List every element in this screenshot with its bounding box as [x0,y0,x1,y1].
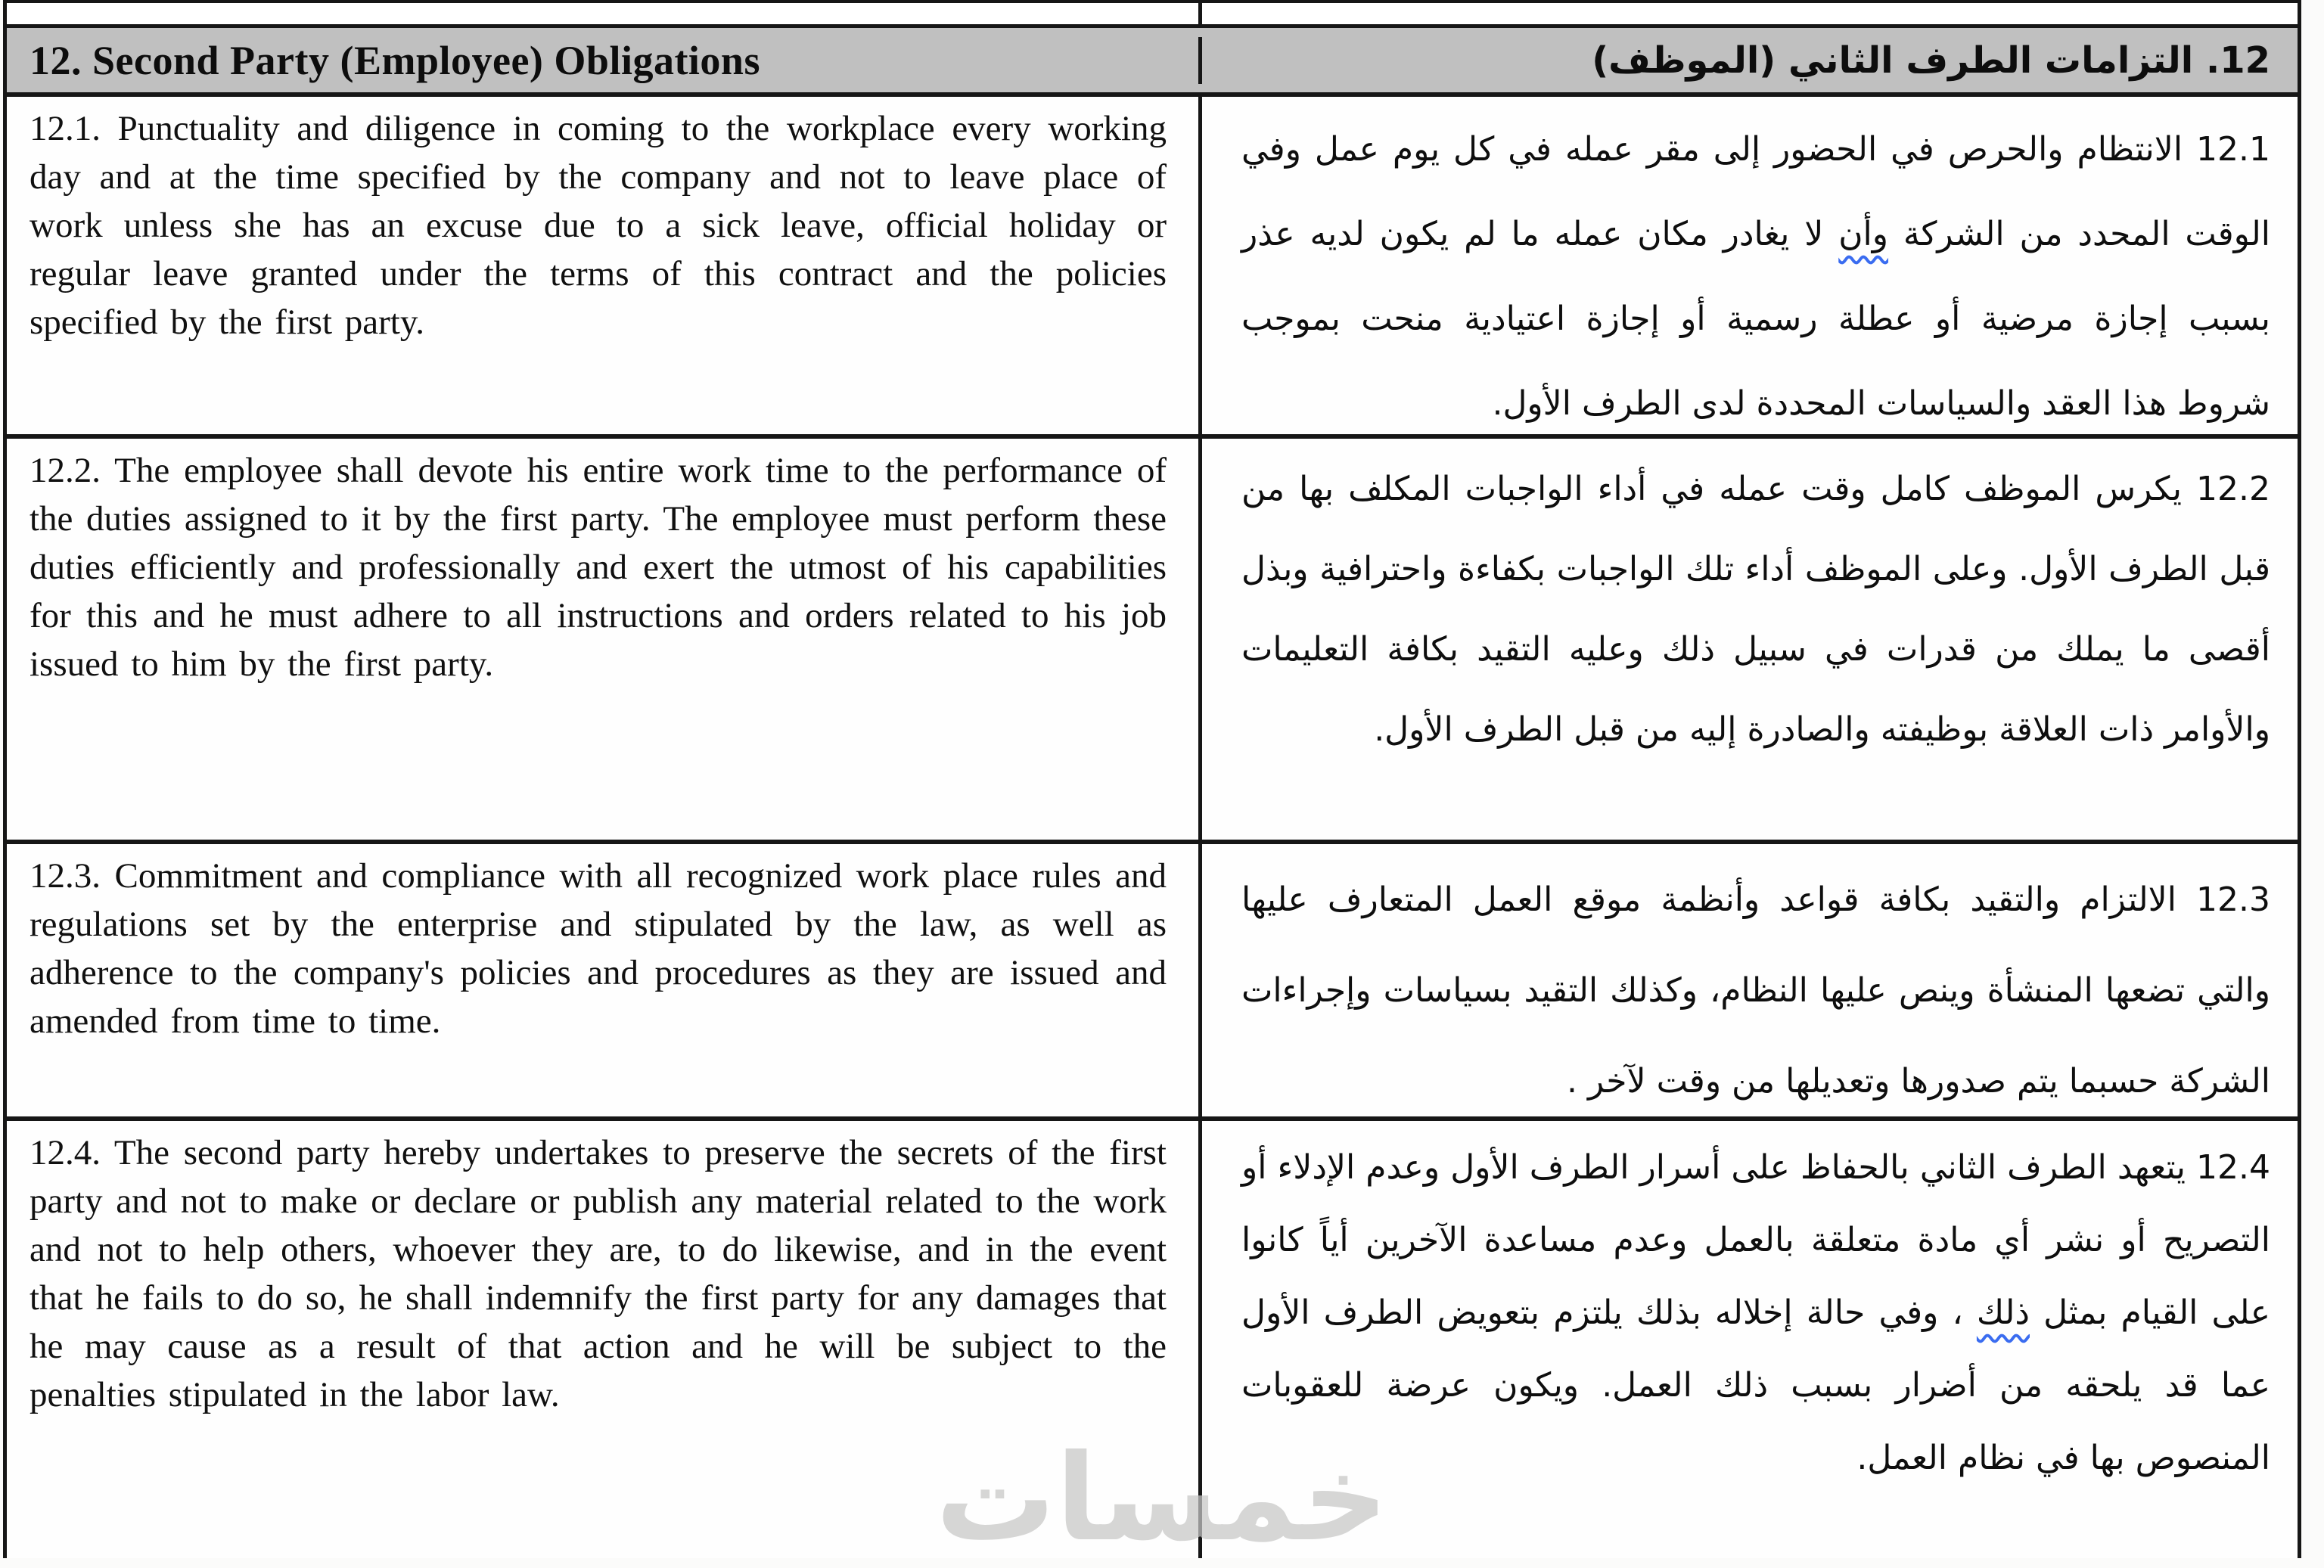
previous-row-right-cell [1202,3,2298,24]
clause-12-4-cell-ar [1202,1121,2298,1558]
previous-row-remnant [7,0,2298,24]
section-header-cell-ar [1202,39,2298,82]
clause-12-4-ar-segment: ، وفي حالة إخلاله بذلك يلتزم بتعويض الطرف الأول عما قد يلحقه من أضرار بسبب ذلك العمل. ويكون عرضة للعقوبات المنصوص بها في نظام العمل. [1241,1293,2270,1477]
clause-12-1-ar-segment: لا يغادر مكان عمله ما لم يكون لديه عذر بسبب إجازة مرضية أو عطلة رسمية أو إجازة اعتيادية منحت بموجب شروط هذا العقد والسياسات المحددة لدى الطرف الأول. [1241,215,2270,423]
clause-12-4-cell-en [7,1121,1202,1558]
clause-12-1-cell-ar [1202,97,2298,434]
clause-12-1-text-en: 12.1. Punctuality and diligence in coming to the workplace every working day and at the time specified by the company and not to leave place of work unless she has an excuse due to a sick leave, official holiday or regular leave granted under the terms of this contract and the policies specified by the first party. [30,109,1167,342]
khamsat-watermark: خمسات [935,1429,1389,1568]
clause-12-2-cell-ar [1202,439,2298,840]
clause-row-12-4 [7,1121,2298,1568]
section-header-cell-en [7,37,1202,84]
clause-12-1-text-ar [1241,107,2270,434]
clause-12-1-ar-segment: 12.1 الانتظام والحرص في الحضور إلى مقر عمله في كل يوم عمل وفي الوقت المحدد من الشركة [1241,130,2271,253]
spellcheck-wavy-underline: ذلك [1976,1293,2030,1332]
clause-12-2-text-ar: 12.2 يكرس الموظف كامل وقت عمله في أداء الواجبات المكلف بها من قبل الطرف الأول. وعلى الموظف أداء تلك الواجبات بكفاءة واحترافية وبذل أقصى ما يملك من قدرات في سبيل ذلك وعليه التقيد بكافة التعليمات والأوامر ذات العلاقة بوظيفته والصادرة إليه من قبل الطرف الأول. [1241,470,2270,749]
section-header-row [7,24,2298,97]
clause-12-3-text-en: 12.3. Commitment and compliance with all recognized work place rules and regulations set by the enterprise and stipulated by the law, as well as adherence to the company's policies and procedures as they are issued and amended from time to time. [30,856,1167,1041]
clause-12-1-cell-en [7,97,1202,434]
clause-12-3-cell-ar [1202,844,2298,1116]
clause-12-3-text-ar: 12.3 الالتزام والتقيد بكافة قواعد وأنظمة موقع العمل المتعارف عليها والتي تضعها المنشأة وينص عليها النظام، وكذلك التقيد بسياسات وإجراءات الشركة حسبما يتم صدورها وتعديلها من وقت لآخر . [1241,880,2270,1101]
clause-row-12-2 [7,439,2298,844]
clause-12-4-ar-segment: 12.4 يتعهد الطرف الثاني بالحفاظ على أسرار الطرف الأول وعدم الإدلاء أو التصريح أو نشر أي مادة متعلقة بالعمل وعدم مساعدة الآخرين أياً كانوا على القيام بمثل [1241,1148,2270,1332]
clause-12-3-cell-en [7,844,1202,1116]
contract-table [3,0,2301,1568]
spellcheck-wavy-underline: وأن [1838,215,1889,253]
clause-row-12-1 [7,97,2298,439]
clause-12-4-text-en: 12.4. The second party hereby undertakes to preserve the secrets of the first party and not to make or declare or publish any material related to the work and not to help others, whoever they are, to do likewise, and in the event that he fails to do so, he shall indemnify the first party for any damages that he may cause as a result of that action and he will be subject to the penalties stipulated in the labor law. [30,1133,1167,1414]
section-title-en: 12. Second Party (Employee) Obligations [30,37,760,83]
previous-row-left-cell [7,3,1202,24]
clause-row-12-3 [7,844,2298,1121]
clause-12-4-text-ar [1241,1132,2270,1495]
clause-12-2-cell-en [7,439,1202,840]
clause-12-2-text-en: 12.2. The employee shall devote his entire work time to the performance of the duties assigned to it by the first party. The employee must perform these duties efficiently and professionally and exert the utmost of his capabilities for this and he must adhere to all instructions and orders related to his job issued to him by the first party. [30,451,1167,684]
section-title-ar: 12. التزامات الطرف الثاني (الموظف) [1592,39,2270,82]
